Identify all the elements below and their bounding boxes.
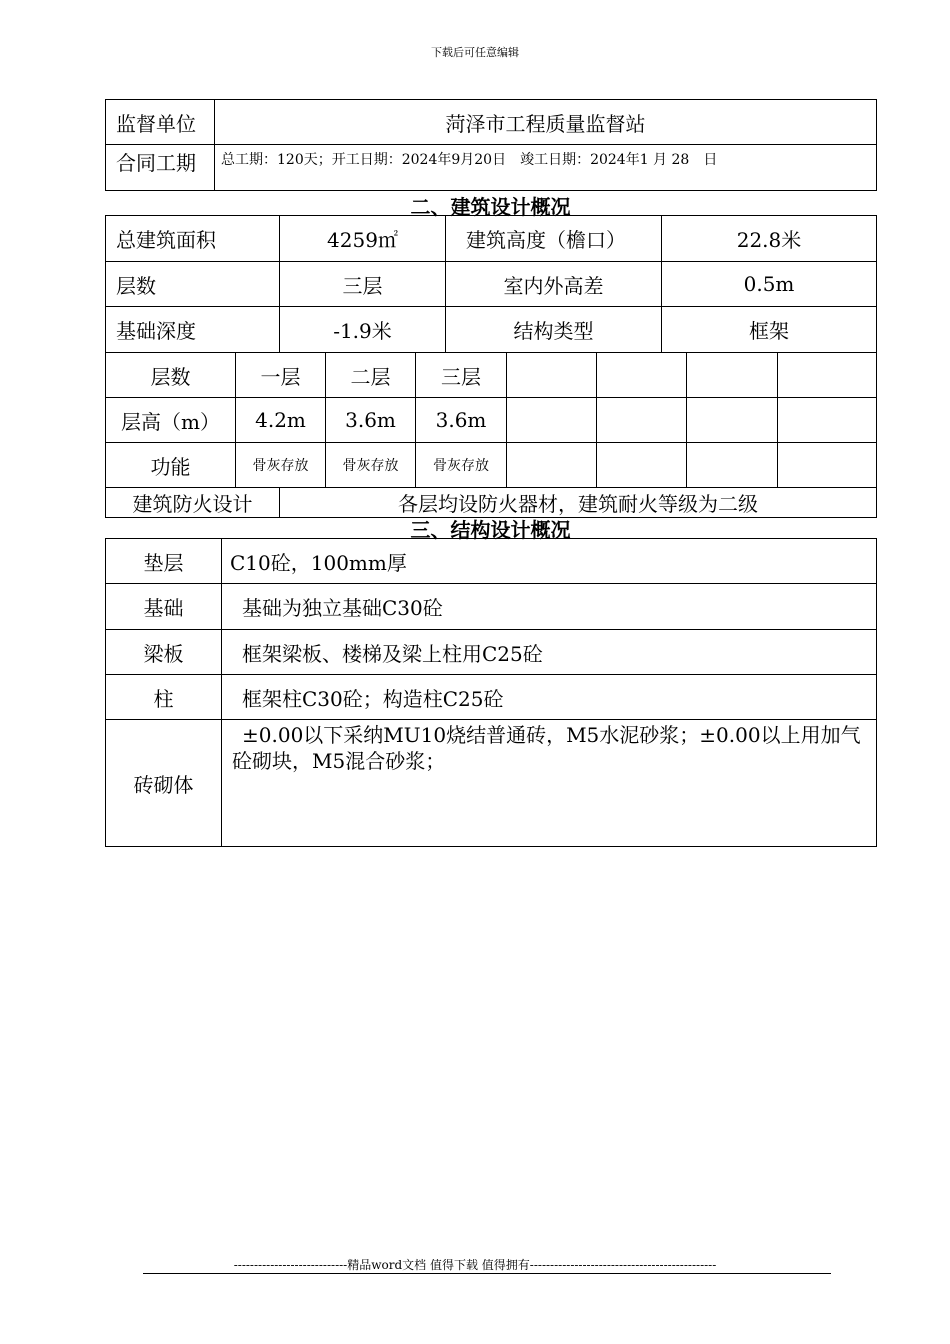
arch-cell-label: 建筑高度（檐口） xyxy=(446,216,662,262)
arch-cell-value: 三层 xyxy=(280,262,446,307)
architecture-table xyxy=(105,215,877,353)
floors-empty-cell xyxy=(687,398,778,443)
structure-table xyxy=(105,538,877,847)
arch-cell-label: 基础深度 xyxy=(106,307,280,353)
floors-empty-cell xyxy=(597,443,687,488)
floors-empty-cell xyxy=(597,398,687,443)
floors-function-cell: 骨灰存放 xyxy=(416,443,507,488)
arch-cell-label: 室内外高差 xyxy=(446,262,662,307)
structure-label: 柱 xyxy=(106,675,222,720)
floors-header-cell: 层数 xyxy=(106,353,236,398)
floors-header-cell: 二层 xyxy=(326,353,416,398)
fire-design-label: 建筑防火设计 xyxy=(106,488,280,518)
arch-cell-value: 4259㎡ xyxy=(280,216,446,262)
section-title-structure: 三、结构设计概况 xyxy=(410,518,571,542)
arch-cell-value: -1.9米 xyxy=(280,307,446,353)
contract-period-value: 总工期：120天；开工日期：2024年9月20日 竣工日期：2024年1 月 28 日 xyxy=(215,145,877,191)
structure-label: 垫层 xyxy=(106,539,222,584)
structure-value: ±0.00以下采纳MU10烧结普通砖，M5水泥砂浆；±0.00以上用加气砼砌块，M5混合砂浆； xyxy=(222,720,877,847)
supervision-table xyxy=(105,99,877,191)
arch-cell-value: 框架 xyxy=(662,307,877,353)
floors-header-cell: 三层 xyxy=(416,353,507,398)
arch-cell-label: 结构类型 xyxy=(446,307,662,353)
floors-header-cell: 一层 xyxy=(236,353,326,398)
structure-label: 砖砌体 xyxy=(106,720,222,847)
floors-function-cell: 骨灰存放 xyxy=(326,443,416,488)
floors-empty-cell xyxy=(778,353,877,398)
section-title-architecture: 二、建筑设计概况 xyxy=(410,195,571,219)
floors-empty-cell xyxy=(687,443,778,488)
floors-table xyxy=(105,352,877,488)
structure-label: 基础 xyxy=(106,584,222,630)
floors-empty-cell xyxy=(507,353,597,398)
floors-empty-cell xyxy=(507,398,597,443)
fire-design-value: 各层均设防火器材，建筑耐火等级为二级 xyxy=(280,488,877,518)
arch-cell-value: 22.8米 xyxy=(662,216,877,262)
page-header-note: 下载后可任意编辑 xyxy=(431,46,519,59)
structure-value: 框架柱C30砼；构造柱C25砼 xyxy=(222,675,877,720)
arch-cell-label: 总建筑面积 xyxy=(106,216,280,262)
floors-empty-cell xyxy=(507,443,597,488)
floors-height-cell: 3.6m xyxy=(416,398,507,443)
floors-empty-cell xyxy=(778,443,877,488)
structure-value: 框架梁板、楼梯及梁上柱用C25砼 xyxy=(222,630,877,675)
structure-value: C10砼，100mm厚 xyxy=(222,539,877,584)
floors-height-cell: 3.6m xyxy=(326,398,416,443)
floors-function-cell: 功能 xyxy=(106,443,236,488)
structure-label: 梁板 xyxy=(106,630,222,675)
supervision-unit-label: 监督单位 xyxy=(106,100,215,145)
footer-rule xyxy=(143,1273,831,1274)
floors-empty-cell xyxy=(778,398,877,443)
floors-function-cell: 骨灰存放 xyxy=(236,443,326,488)
floors-height-cell: 4.2m xyxy=(236,398,326,443)
contract-period-label: 合同工期 xyxy=(106,145,215,191)
structure-value: 基础为独立基础C30砼 xyxy=(222,584,877,630)
arch-cell-value: 0.5m xyxy=(662,262,877,307)
page-footer: ----------------------------精品word文档 值得下载 值得拥有---------------------------------------------- xyxy=(233,1258,717,1272)
floors-empty-cell xyxy=(687,353,778,398)
floors-empty-cell xyxy=(597,353,687,398)
floors-height-cell: 层高（m） xyxy=(106,398,236,443)
arch-cell-label: 层数 xyxy=(106,262,280,307)
supervision-unit-value: 菏泽市工程质量监督站 xyxy=(215,100,877,145)
